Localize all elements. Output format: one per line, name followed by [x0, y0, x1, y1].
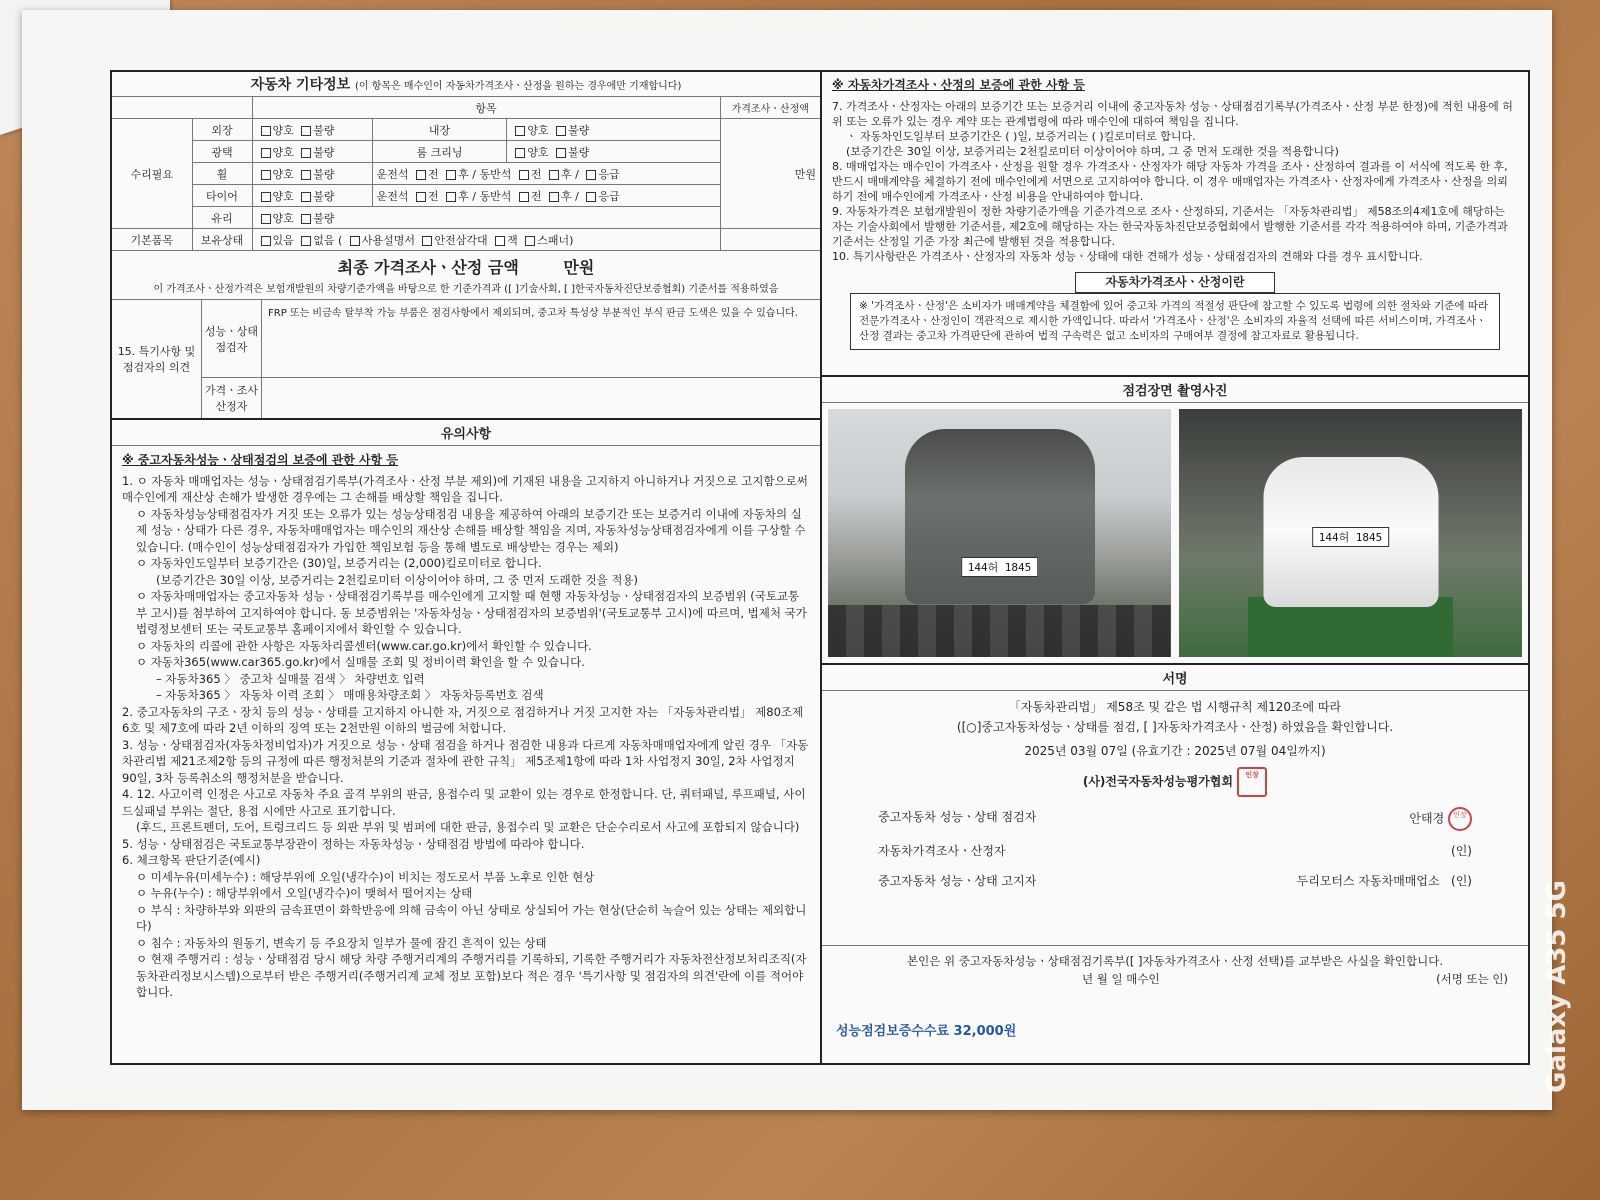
rear-photo: [1179, 409, 1522, 657]
rear-label: 후: [561, 189, 572, 203]
basic-items-price: [720, 229, 820, 251]
note-item: ㅇ 자동차의 리콜에 관한 사항은 자동차리콜센터(www.car.go.kr)에서 확인할 수 있습니다.: [136, 638, 592, 653]
tire-options: [252, 185, 372, 207]
basic-items-options: 있음 없음 ( 사용설명서 안전삼각대 잭 스패너): [252, 229, 720, 251]
note-item: ㅇ 부식 : 차량하부와 외판의 금속표면이 화학반응에 의해 금속이 아닌 상태로 상실되어 가는 현상(단순히 녹슬어 있는 상태는 제외합니다): [136, 902, 807, 933]
manual-label: 사용설명서: [361, 233, 415, 247]
lift-ramp: [828, 605, 1171, 657]
row-glass: 유리: [192, 207, 252, 229]
license-plate: 144허 1845: [961, 557, 1039, 577]
triangle-label: 안전삼각대: [434, 233, 488, 247]
note-item: 1. ㅇ 자동차 매매업자는 성능ㆍ상태점검기록부(가격조사ㆍ산정 부분 제외)에 기재된 내용을 고지하지 아니하거나 거짓으로 고지함으로써 매수인에게 재산상 손해가 발생한 경우에는 그 손해를 배상할 책임을 집니다.: [122, 473, 808, 504]
note-item: ㅇ 자동차365(www.car365.go.kr)에서 실매물 조회 및 정비이력 확인을 할 수 있습니다.: [136, 655, 585, 669]
rear-label: 후: [561, 167, 572, 181]
note-item: ㅇ 자동차인도일부터 보증기간은 (30)일, 보증거리는 (2,000)킬로미터로 합니다.: [136, 556, 542, 570]
inspector-name: 안태경: [1409, 811, 1445, 826]
row-gloss: 광택: [192, 141, 252, 163]
checkbox[interactable]: [515, 148, 525, 158]
front-label: 전: [428, 167, 439, 181]
guarantee-item: (보증기간은 30일 이상, 보증거리는 2천킬로미터 이상이어야 하며, 그 중 먼저 도래한 것을 적용합니다): [846, 145, 1339, 158]
bad-label: 불량: [313, 211, 335, 225]
final-note: 이 가격조사ㆍ산정가격은 보험개발원의 차량기준가액을 바탕으로 한 기준가격과 ([ ]기술사회, [ ]한국자동차진단보증협회) 기준서를 적용하였음: [112, 278, 820, 300]
receipt-date: 년 월 일 매수인: [1082, 972, 1160, 986]
checkbox[interactable]: [261, 170, 271, 180]
good-label: 양호: [527, 123, 549, 137]
checkbox[interactable]: [519, 170, 529, 180]
checkbox[interactable]: [446, 192, 456, 202]
notifier-name: 두리모터스 자동차매매업소: [1296, 874, 1440, 888]
glass-options: [252, 207, 720, 229]
note-item: 5. 성능ㆍ상태점검은 국토교통부장관이 정하는 자동차성능ㆍ상태점검 방법에 따라야 합니다.: [122, 836, 585, 851]
note-item: – 자동차365 〉 자동차 이력 조회 〉 매매용차량조회 〉 자동차등록번호 검색: [156, 688, 544, 702]
price-guarantee-heading: ※ 자동차가격조사ㆍ산정의 보증에 관한 사항 등: [832, 78, 1085, 92]
checkbox[interactable]: [301, 126, 311, 136]
inspection-photos: [822, 403, 1528, 665]
good-label: 양호: [272, 123, 294, 137]
final-price: [112, 251, 820, 278]
checkbox[interactable]: [519, 192, 529, 202]
note-item: (보증기간은 30일 이상, 보증거리는 2천킬로미터 이상이어야 하며, 그 중 먼저 도래한 것을 적용): [156, 572, 639, 587]
notifier-label: 중고자동차 성능ㆍ상태 고지자: [878, 874, 1037, 888]
checkbox[interactable]: [301, 170, 311, 180]
yes-label: 있음: [272, 233, 294, 247]
basic-items-label: 기본품목: [112, 229, 192, 251]
sign-confirm: ([○]중고자동차성능ㆍ상태를 점검, [ ]자동차가격조사ㆍ산정) 하였음을 확인합니다.: [956, 720, 1394, 734]
jack-label: 잭: [507, 233, 518, 247]
driver-seat-label: 운전석: [376, 167, 409, 181]
sign-title: 서명: [822, 665, 1528, 691]
guarantee-item: ㆍ 자동차인도일부터 보증기간은 ( )일, 보증거리는 ( )킬로미터로 합니다.: [846, 130, 1196, 143]
driver-seat-label: 운전석: [376, 189, 409, 203]
receipt-text: 본인은 위 중고자동차성능ㆍ상태점검기록부([ ]자동차가격조사ㆍ산정 선택)를 교부받은 사실을 확인합니다.: [907, 954, 1443, 968]
note-item: ㅇ 자동차성능상태점검자가 거짓 또는 오류가 있는 성능상태점검 내용을 제공하여 아래의 보증기간 또는 보증거리 이내에 자동차의 실제 성능ㆍ상태가 다른 경우, 자동차매매업자는 매수인의 재산상 손해를 배상할 책임을 지며, 자동차성능상태점검자에게 이를 구상할 수 있습니다. (매수인이 성능상태점검자가 가입한 책임보험 등을 통해 별도로 배상받는 경우는 제외): [136, 506, 806, 554]
bad-label: 불량: [568, 145, 590, 159]
camera-watermark: Galaxy A35 5G: [1542, 880, 1572, 1093]
association: [838, 767, 1512, 797]
good-label: 양호: [272, 189, 294, 203]
rear-label: 후: [458, 167, 469, 181]
checkbox[interactable]: [515, 126, 525, 136]
passenger-seat-label: 동반석: [479, 189, 512, 203]
inspector-row: [838, 807, 1512, 831]
definition-text: ※ '가격조사ㆍ산정'은 소비자가 매매계약을 체결함에 있어 중고차 가격의 적절성 판단에 참고할 수 있도록 법령에 의한 절차와 기준에 따라 전문가격조사ㆍ산정인이 객관적으로 제시한 가액입니다. 따라서 '가격조사ㆍ산정'은 소비자의 자율적 선택에 따른 서비스이며, 가격조사ㆍ산정 결과는 중고차 가격판단에 관하여 법적 구속력은 없고 소비자의 구매여부 결정에 참고자료로 활용됩니다.: [850, 293, 1500, 350]
other-info-table: [112, 96, 820, 251]
note-item: 6. 체크항목 판단기준(예시): [122, 853, 261, 867]
gloss-options: [252, 141, 372, 163]
special-rows: [202, 300, 820, 418]
bad-label: 불량: [313, 145, 335, 159]
final-price-label: 최종 가격조사ㆍ산정 금액: [337, 258, 519, 277]
exterior-options: [252, 119, 372, 141]
note-item: – 자동차365 〉 중고차 실매물 검색 〉 차량번호 입력: [156, 671, 425, 686]
price-text: [262, 378, 820, 418]
spanner-label: 스패너: [537, 233, 570, 247]
bad-label: 불량: [313, 189, 335, 203]
good-label: 양호: [527, 145, 549, 159]
checkbox[interactable]: [350, 236, 360, 246]
receipt-sign: (서명 또는 인): [1436, 972, 1508, 986]
price-label: 가격ㆍ조사 산정자: [202, 378, 262, 418]
association-name: (사)전국자동차성능평가협회: [1082, 774, 1233, 789]
guarantee-item: 7. 가격조사ㆍ산정자는 아래의 보증기간 또는 보증거리 이내에 중고자동차 성능ㆍ상태점검기록부(가격조사ㆍ산정 부분 한정)에 적힌 내용에 허위 또는 오류가 있는 경우 계약 또는 관계법령에 따라 매수인에 대하여 책임을 집니다.: [832, 100, 1513, 128]
appraiser-seal: (인): [1451, 844, 1472, 858]
inspection-record: [110, 70, 1530, 1065]
note-item: 3. 성능ㆍ상태점검자(자동차정비업자)가 거짓으로 성능ㆍ상태 점검을 하거나 점검한 내용과 다르게 자동차매매업자에게 알린 경우 「자동차관리법 제21조제2항 등의 규정에 따른 행정처분의 기준과 절차에 관한 규칙」 제5조제1항에 따라 1차 사업정지 30일, 2차 사업정지 90일, 3차 등록취소의 행정처분을 받습니다.: [122, 737, 809, 785]
repair-label: 수리필요: [112, 119, 192, 229]
inspector-signature: [1409, 807, 1472, 831]
own-status-label: 보유상태: [192, 229, 252, 251]
bad-label: 불량: [313, 123, 335, 137]
notes-title: 유의사항: [112, 420, 820, 446]
checkbox[interactable]: [549, 192, 559, 202]
note-item: 4. 12. 사고이력 인정은 사고로 자동차 주요 골격 부위의 판금, 용접수리 및 교환이 있는 경우로 한정합니다. 단, 쿼터패널, 루프패널, 사이드실패널 부위는 절단, 용접 시에만 사고로 표기합니다.: [122, 787, 806, 818]
notifier-signature: [1297, 871, 1472, 891]
checkbox[interactable]: [556, 148, 566, 158]
bad-label: 불량: [568, 123, 590, 137]
note-item: ㅇ 누유(누수) : 해당부위에서 오일(냉각수)이 맺혀서 떨어지는 상태: [136, 886, 473, 900]
wheel-positions: 운전석 전 후 / 동반석 전 후 / 응급: [372, 163, 720, 185]
sign-date: 2025년 03월 07일 (유효기간 : 2025년 07월 04일까지): [1024, 744, 1326, 758]
right-column: [822, 72, 1528, 1063]
rear-label: 후: [458, 189, 469, 203]
other-info-title-text: 자동차 기타정보: [250, 77, 351, 93]
receipt-section: [822, 946, 1528, 994]
header-price: 가격조사ㆍ산정액: [720, 97, 820, 119]
guarantee-item: 10. 특기사항란은 가격조사ㆍ산정자의 자동차 성능ㆍ상태에 대한 견해가 성능ㆍ상태점검자의 견해와 다를 경우 표시합니다.: [832, 250, 1423, 263]
document-paper: [22, 10, 1552, 1110]
good-label: 양호: [272, 167, 294, 181]
perf-row: [202, 300, 820, 378]
checkbox[interactable]: [495, 236, 505, 246]
sign-section: [822, 691, 1528, 946]
good-label: 양호: [272, 145, 294, 159]
checkbox[interactable]: [301, 236, 311, 246]
definition-title: 자동차가격조사ㆍ산정이란: [1075, 272, 1275, 293]
gray-car: [905, 429, 1095, 604]
checkbox[interactable]: [586, 192, 596, 202]
good-label: 양호: [272, 211, 294, 225]
checkbox[interactable]: [416, 192, 426, 202]
receipt-sign-row: [842, 970, 1508, 988]
row-room-clean: 룸 크리닝: [372, 141, 507, 163]
checkbox[interactable]: [261, 192, 271, 202]
row-tire: 타이어: [192, 185, 252, 207]
passenger-seat-label: 동반석: [479, 167, 512, 181]
checkbox[interactable]: [446, 170, 456, 180]
front-label: 전: [530, 189, 542, 203]
checkbox[interactable]: [261, 214, 271, 224]
notes-heading: ※ 중고자동차성능ㆍ상태점검의 보증에 관한 사항 등: [122, 453, 398, 467]
checkbox[interactable]: [416, 170, 426, 180]
perf-text: FRP 또는 비금속 탈부착 가능 부품은 점검사항에서 제외되며, 중고차 특성상 부분적인 부식 판금 도색은 있을 수 있습니다.: [268, 308, 798, 319]
front-label: 전: [530, 167, 542, 181]
inspection-fee: 성능점검보증수수료 32,000원: [836, 1024, 1017, 1039]
note-item: ㅇ 자동차매매업자는 중고자동차 성능ㆍ상태점검기록부를 매수인에게 고지할 때 현행 자동차성능ㆍ상태점검자의 보증범위 (국토교통부 고시)를 첨부하여 고지하여야 합니다. 동 보증범위는 '자동차성능ㆍ상태점검자의 보증범위'(국토교통부 고시)에 따르며, 법제처 국가법령정보센터 또는 국토교통부 홈페이지에서 확인할 수 있습니다.: [136, 589, 807, 636]
other-info-title: [112, 72, 820, 96]
wheel-options: [252, 163, 372, 185]
note-item: ㅇ 미세누유(미세누수) : 해당부위에 오일(냉각수)이 비치는 정도로서 부품 노후로 인한 현상: [136, 869, 595, 884]
inspector-label: 중고자동차 성능ㆍ상태 점검자: [878, 810, 1037, 824]
emergency-label: 응급: [598, 189, 620, 203]
sign-law: 「자동차관리법」 제58조 및 같은 법 시행규칙 제120조에 따라: [1008, 700, 1342, 714]
inspector-seal: 인장: [1448, 807, 1472, 831]
checkbox[interactable]: [301, 148, 311, 158]
checkbox[interactable]: [422, 236, 432, 246]
note-item: 2. 중고자동차의 구조ㆍ장치 등의 성능ㆍ상태를 고지하지 아니한 자, 거짓으로 점검하거나 거짓 고지한 자는 「자동차관리법」 제80조제6호 및 제7호에 따라 2년 이하의 징역 또는 2천만원 이하의 벌금에 처합니다.: [122, 704, 804, 735]
checkbox[interactable]: [261, 126, 271, 136]
photo-title: 점검장면 촬영사진: [822, 377, 1528, 403]
notifier-seal: (인): [1451, 874, 1472, 888]
interior-options: [507, 119, 720, 141]
room-clean-options: [507, 141, 720, 163]
perf-label: 성능ㆍ상태 점검자: [202, 300, 262, 377]
front-photo: [828, 409, 1171, 657]
checkbox[interactable]: [301, 214, 311, 224]
price-row: [202, 378, 820, 418]
price-unit: 만원: [720, 119, 820, 229]
row-interior: 내장: [372, 119, 507, 141]
left-column: [112, 72, 822, 1063]
checkbox[interactable]: [261, 236, 271, 246]
checkbox[interactable]: [301, 192, 311, 202]
association-seal: 인장: [1237, 767, 1267, 797]
bad-label: 불량: [313, 167, 335, 181]
header-item: 항목: [252, 97, 720, 119]
license-plate: 144허 1845: [1312, 527, 1390, 547]
checkbox[interactable]: [549, 170, 559, 180]
final-price-unit: 만원: [563, 258, 595, 277]
note-item: ㅇ 현재 주행거리 : 성능ㆍ상태점검 당시 해당 차량 주행거리계의 주행거리를 기록하되, 기록한 주행거리가 자동차전산정보처리조직(자동차관리정보시스템)으로부터 받은 주행거리(주행거리계 교체 정보 포함)보다 적은 경우 '특기사항 및 점검자의 의견'란에 이를 적어야 합니다.: [136, 952, 807, 999]
front-label: 전: [428, 189, 439, 203]
checkbox[interactable]: [261, 148, 271, 158]
appraiser-row: [838, 841, 1512, 861]
checkbox[interactable]: [556, 126, 566, 136]
row-exterior: 외장: [192, 119, 252, 141]
tire-positions: 운전석 전 후 / 동반석 전 후 / 응급: [372, 185, 720, 207]
emergency-label: 응급: [598, 167, 620, 181]
row-wheel: 휠: [192, 163, 252, 185]
special-notes: [112, 300, 820, 420]
other-info-title-note: (이 항목은 매수인이 자동차가격조사ㆍ산정을 원하는 경우에만 기재합니다): [355, 81, 682, 92]
note-item: (후드, 프론트펜더, 도어, 트렁크리드 등 외판 부위 및 범퍼에 대한 판금, 용접수리 및 교환은 단순수리로서 사고에 포함되지 않습니다): [136, 820, 800, 834]
price-guarantee-section: [822, 72, 1528, 377]
notifier-row: [838, 871, 1512, 891]
special-label: 15. 특기사항 및 점검자의 의견: [112, 300, 202, 418]
notes-body: [112, 446, 820, 1007]
guarantee-item: 9. 자동차가격은 보험개발원이 정한 차량기준가액을 기준가격으로 조사ㆍ산정하되, 기준서는 「자동차관리법」 제58조의4제1호에 해당하는 자는 기술사회에서 발행한 기준서를, 제2호에 해당하는 자는 한국자동차진단보증협회에서 발행한 기준서를 각각 적용하여야 하며, 기준가격과 기준서는 산정일 기준 가장 최근에 발행된 것을 적용합니다.: [832, 205, 1508, 248]
header-blank: [112, 97, 252, 119]
guarantee-item: 8. 매매업자는 매수인이 가격조사ㆍ산정을 원할 경우 가격조사ㆍ산정자가 해당 자동차 가격을 조사ㆍ산정하여 결과를 이 서식에 적도록 한 후, 반드시 매매계약을 체결하기 전에 매수인에게 서면으로 고지하여야 합니다. 이 경우 매매업자는 가격조사ㆍ산정자에게 가격조사ㆍ산정을 의뢰하기 전에 매수인에게 가격조사ㆍ산정 비용을 안내하여야 합니다.: [832, 160, 1508, 203]
no-label: 없음: [313, 233, 335, 247]
checkbox[interactable]: [525, 236, 535, 246]
appraiser-label: 자동차가격조사ㆍ산정자: [878, 844, 1006, 858]
note-item: ㅇ 침수 : 자동차의 원동기, 변속기 등 주요장치 일부가 물에 잠긴 흔적이 있는 상태: [136, 935, 547, 950]
checkbox[interactable]: [586, 170, 596, 180]
